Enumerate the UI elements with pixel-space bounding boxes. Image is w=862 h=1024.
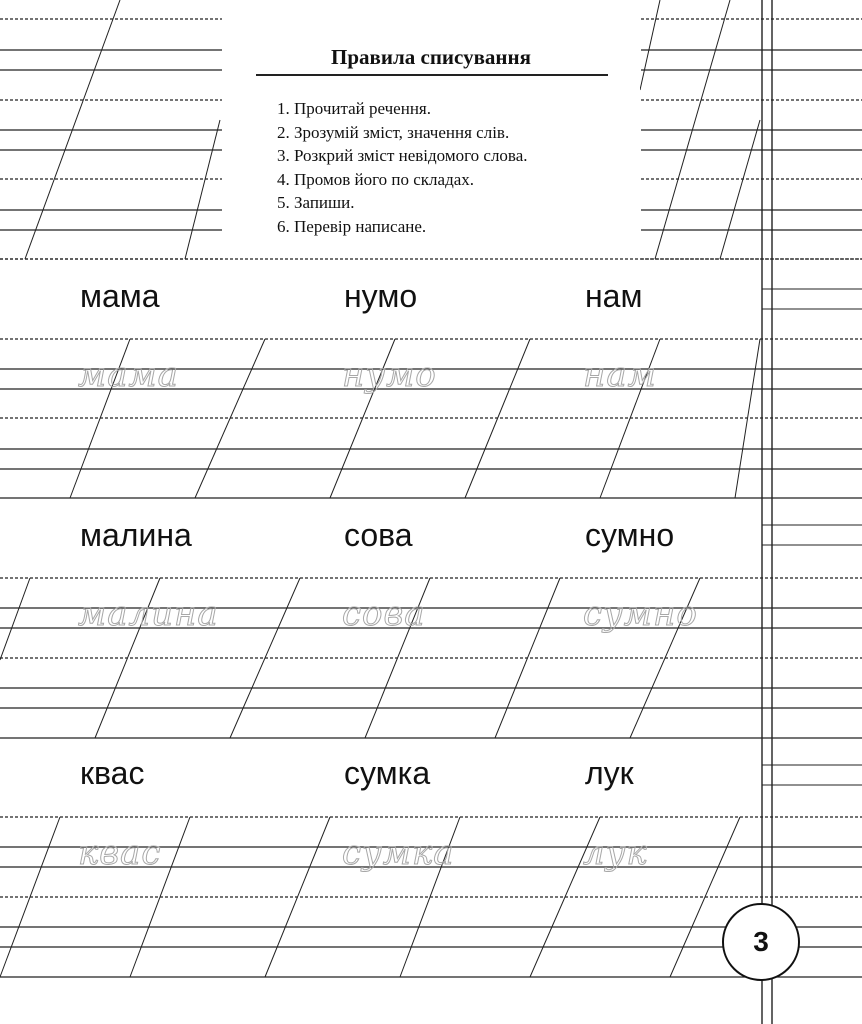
slant-guide <box>185 120 220 259</box>
copying-rules-box <box>230 8 640 256</box>
rule-item: 6. Перевір написане. <box>277 216 427 236</box>
printed-word: нам <box>585 278 643 314</box>
tracing-word: сова <box>342 594 426 634</box>
page-number: 3 <box>753 926 769 957</box>
printed-word: малина <box>80 517 192 553</box>
printed-word: сова <box>344 517 413 553</box>
tracing-word: квас <box>78 833 162 873</box>
rules-title-underline <box>256 74 608 76</box>
rule-item: 3. Розкрий зміст невідомого слова. <box>277 146 528 165</box>
printed-word: сумно <box>585 517 675 553</box>
rules-title: Правила списування <box>331 45 531 69</box>
tracing-word: нам <box>583 355 657 395</box>
rule-item: 5. Запиши. <box>277 193 355 212</box>
tracing-word: сумка <box>342 833 455 873</box>
slant-guide <box>0 578 30 660</box>
page-number-badge <box>722 903 800 981</box>
slant-guide <box>720 120 760 259</box>
rule-item: 2. Зрозумій зміст, значення слів. <box>277 122 510 142</box>
rule-item: 1. Прочитай речення. <box>277 99 431 118</box>
tracing-word: лук <box>583 833 648 873</box>
printed-word: лук <box>585 755 634 791</box>
tracing-word: нумо <box>342 355 437 395</box>
printed-word: нумо <box>344 278 418 314</box>
tracing-word: сумно <box>583 594 698 634</box>
rule-item: 4. Промов його по складах. <box>277 169 475 189</box>
rules-list <box>277 97 528 238</box>
tracing-word: мама <box>78 355 179 395</box>
printed-word: сумка <box>344 755 431 791</box>
tracing-word: малина <box>78 594 219 634</box>
printed-word: квас <box>80 755 145 791</box>
printed-word: мама <box>80 278 160 314</box>
slant-guide <box>640 0 660 90</box>
